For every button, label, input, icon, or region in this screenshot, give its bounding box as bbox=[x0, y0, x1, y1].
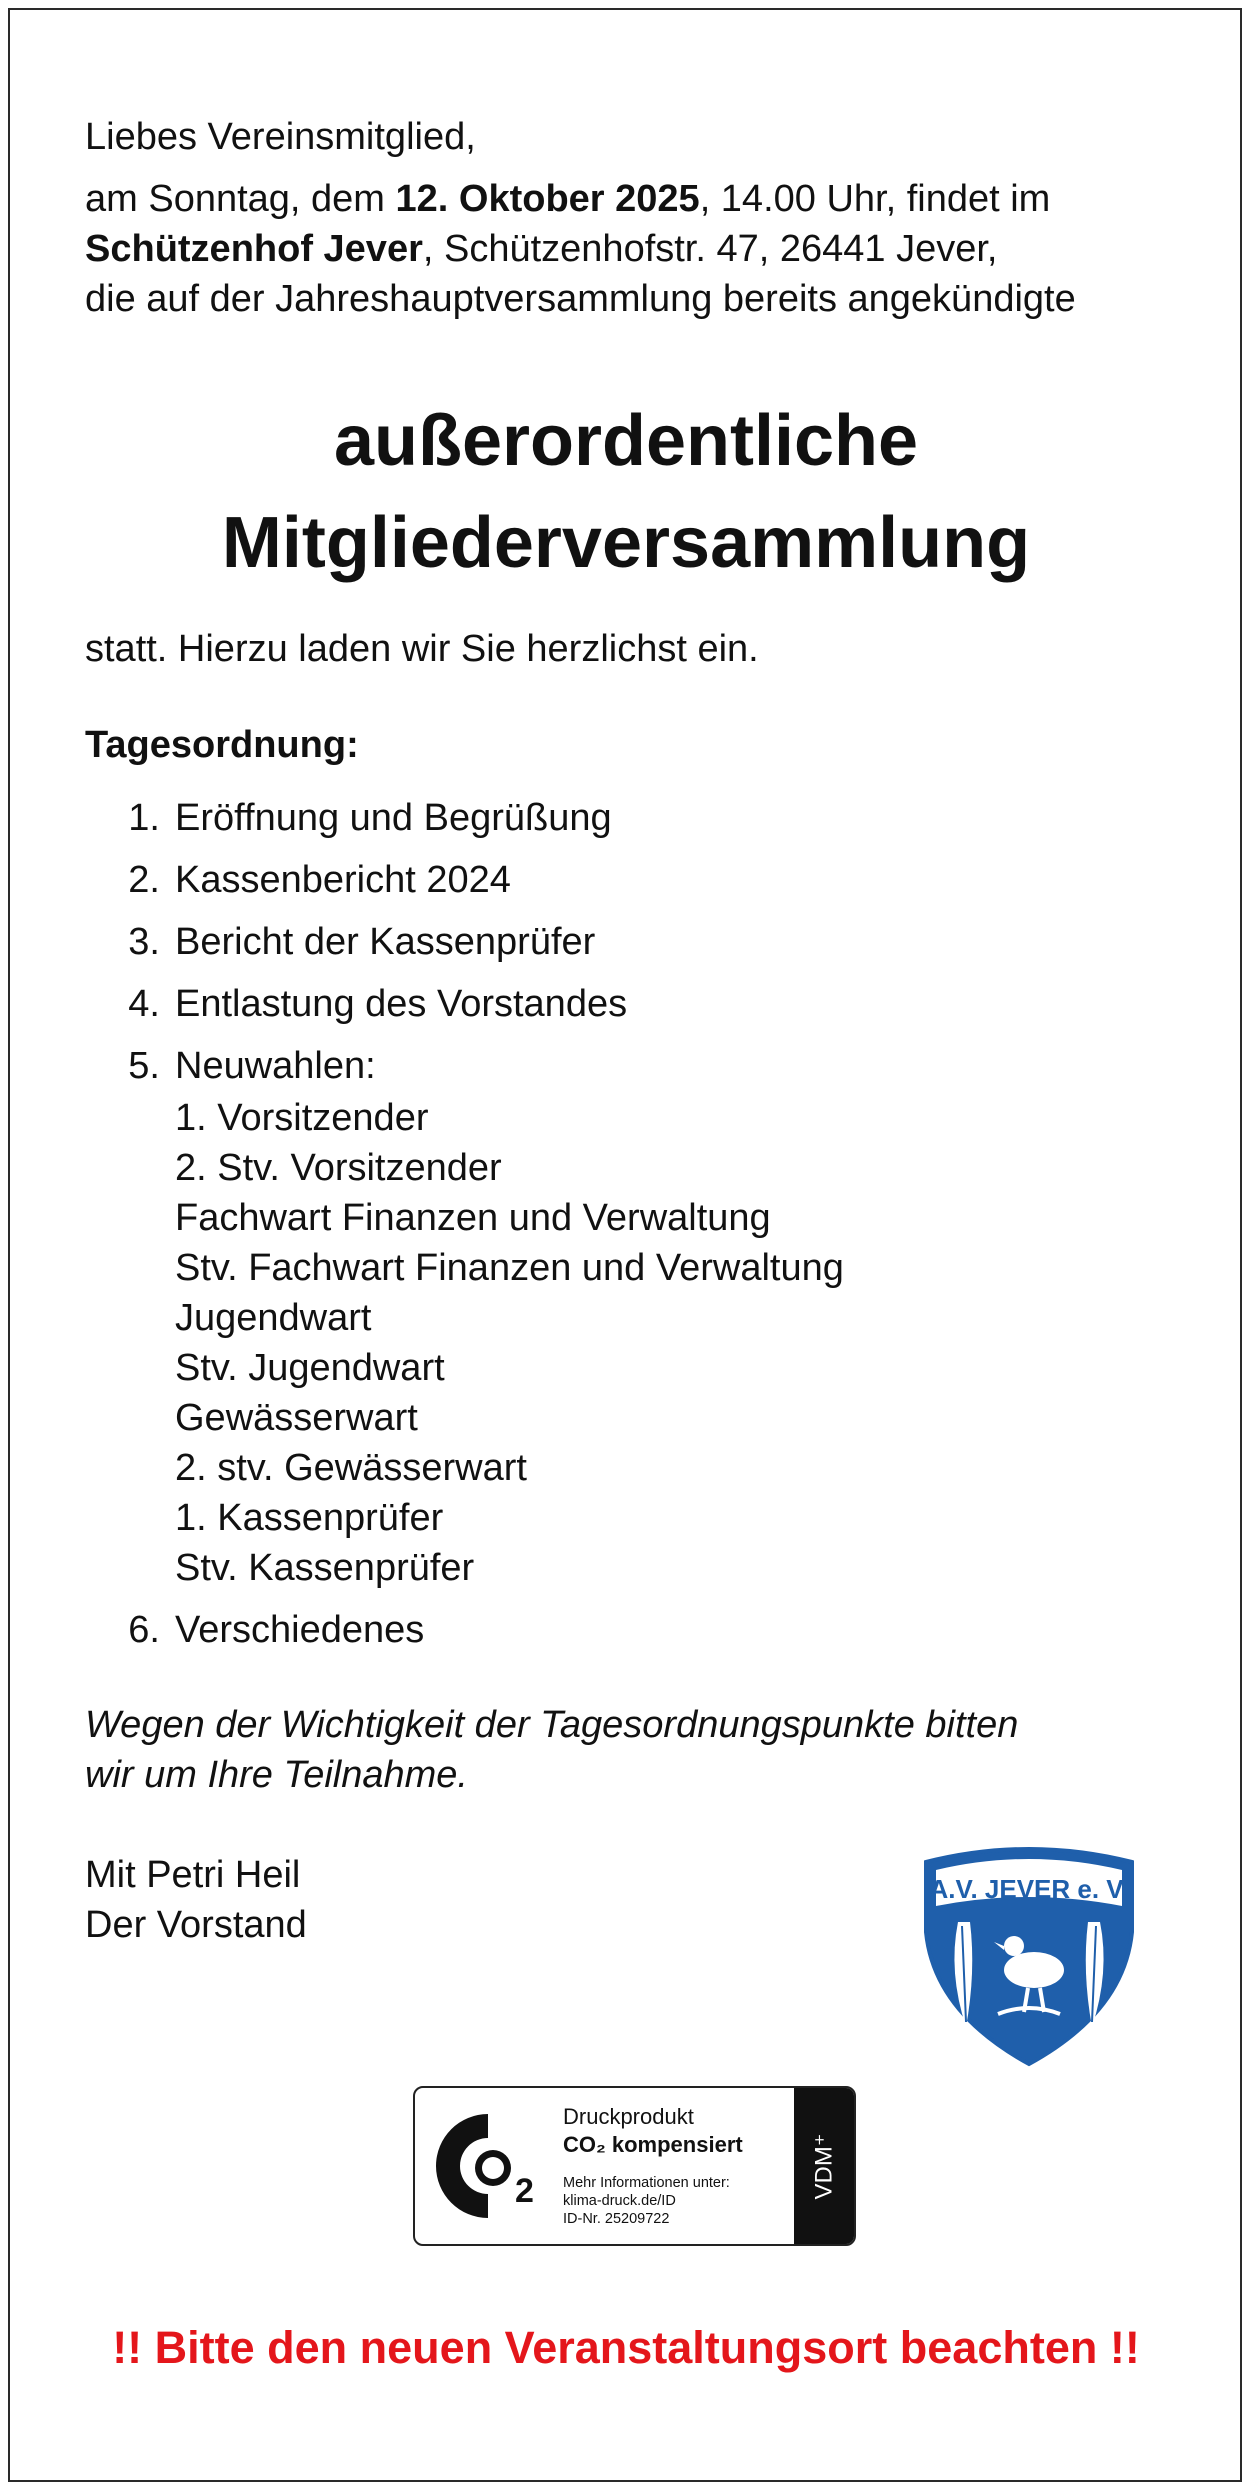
agenda-item-4: 4. Entlastung des Vorstandes bbox=[128, 983, 628, 1025]
election-item: Gewässerwart bbox=[175, 1397, 418, 1439]
meeting-date: 12. Oktober 2025 bbox=[395, 178, 700, 220]
agenda-item-2: 2. Kassenbericht 2024 bbox=[128, 859, 511, 901]
intro-line-3: die auf der Jahreshauptversammlung bereits angekündigte bbox=[85, 278, 1076, 320]
election-item: 1. Vorsitzender bbox=[175, 1097, 429, 1139]
co2-icon bbox=[433, 2110, 543, 2222]
election-item: Stv. Fachwart Finanzen und Verwaltung bbox=[175, 1247, 844, 1289]
agenda-item-5: 5. Neuwahlen: bbox=[128, 1045, 376, 1087]
co2-line-2: CO₂ kompensiert bbox=[563, 2132, 743, 2157]
election-item: 1. Kassenprüfer bbox=[175, 1497, 444, 1539]
agenda-item-1: 1. Eröffnung und Begrüßung bbox=[128, 797, 612, 839]
agenda-item-6: 6. Verschiedenes bbox=[128, 1609, 425, 1651]
logo-text: A.V. JEVER e. V. bbox=[929, 1874, 1129, 1904]
club-logo-icon bbox=[918, 1842, 1140, 2068]
venue-warning: !! Bitte den neuen Veranstaltungsort beachten !! bbox=[112, 2322, 1140, 2373]
vdm-label: VDM⁺ bbox=[810, 2133, 838, 2199]
headline: außerordentliche Mitgliederversammlung bbox=[221, 401, 1031, 583]
intro-line-1: am Sonntag, dem 12. Oktober 2025, 14.00 Uhr, findet im bbox=[85, 178, 1051, 220]
closing-note: Wegen der Wichtigkeit der Tagesordnungspunkte bitten wir um Ihre Teilnahme. bbox=[85, 1704, 1019, 1796]
election-item: 2. Stv. Vorsitzender bbox=[175, 1147, 502, 1189]
election-item: 2. stv. Gewässerwart bbox=[175, 1447, 527, 1489]
greeting: Liebes Vereinsmitglied, bbox=[85, 116, 476, 158]
election-item: Jugendwart bbox=[175, 1297, 372, 1339]
co2-info: Mehr Informationen unter: klima-druck.de/ID ID-Nr. 25209722 bbox=[563, 2175, 730, 2227]
election-item: Stv. Jugendwart bbox=[175, 1347, 445, 1389]
election-item: Fachwart Finanzen und Verwaltung bbox=[175, 1197, 771, 1239]
co2-line-1: Druckprodukt bbox=[563, 2104, 694, 2129]
co2-badge bbox=[413, 2086, 856, 2246]
invite-text: statt. Hierzu laden wir Sie herzlichst ein. bbox=[85, 628, 759, 670]
election-item: Stv. Kassenprüfer bbox=[175, 1547, 475, 1589]
intro-line-2: Schützenhof Jever, Schützenhofstr. 47, 26441 Jever, bbox=[85, 228, 998, 270]
agenda-item-3: 3. Bericht der Kassenprüfer bbox=[128, 921, 596, 963]
signoff: Mit Petri Heil Der Vorstand bbox=[85, 1854, 307, 1946]
intro-paragraph bbox=[85, 174, 1205, 324]
svg-text:2: 2 bbox=[515, 2172, 534, 2210]
agenda-title: Tagesordnung: bbox=[85, 724, 359, 766]
meeting-venue: Schützenhof Jever bbox=[85, 228, 423, 270]
